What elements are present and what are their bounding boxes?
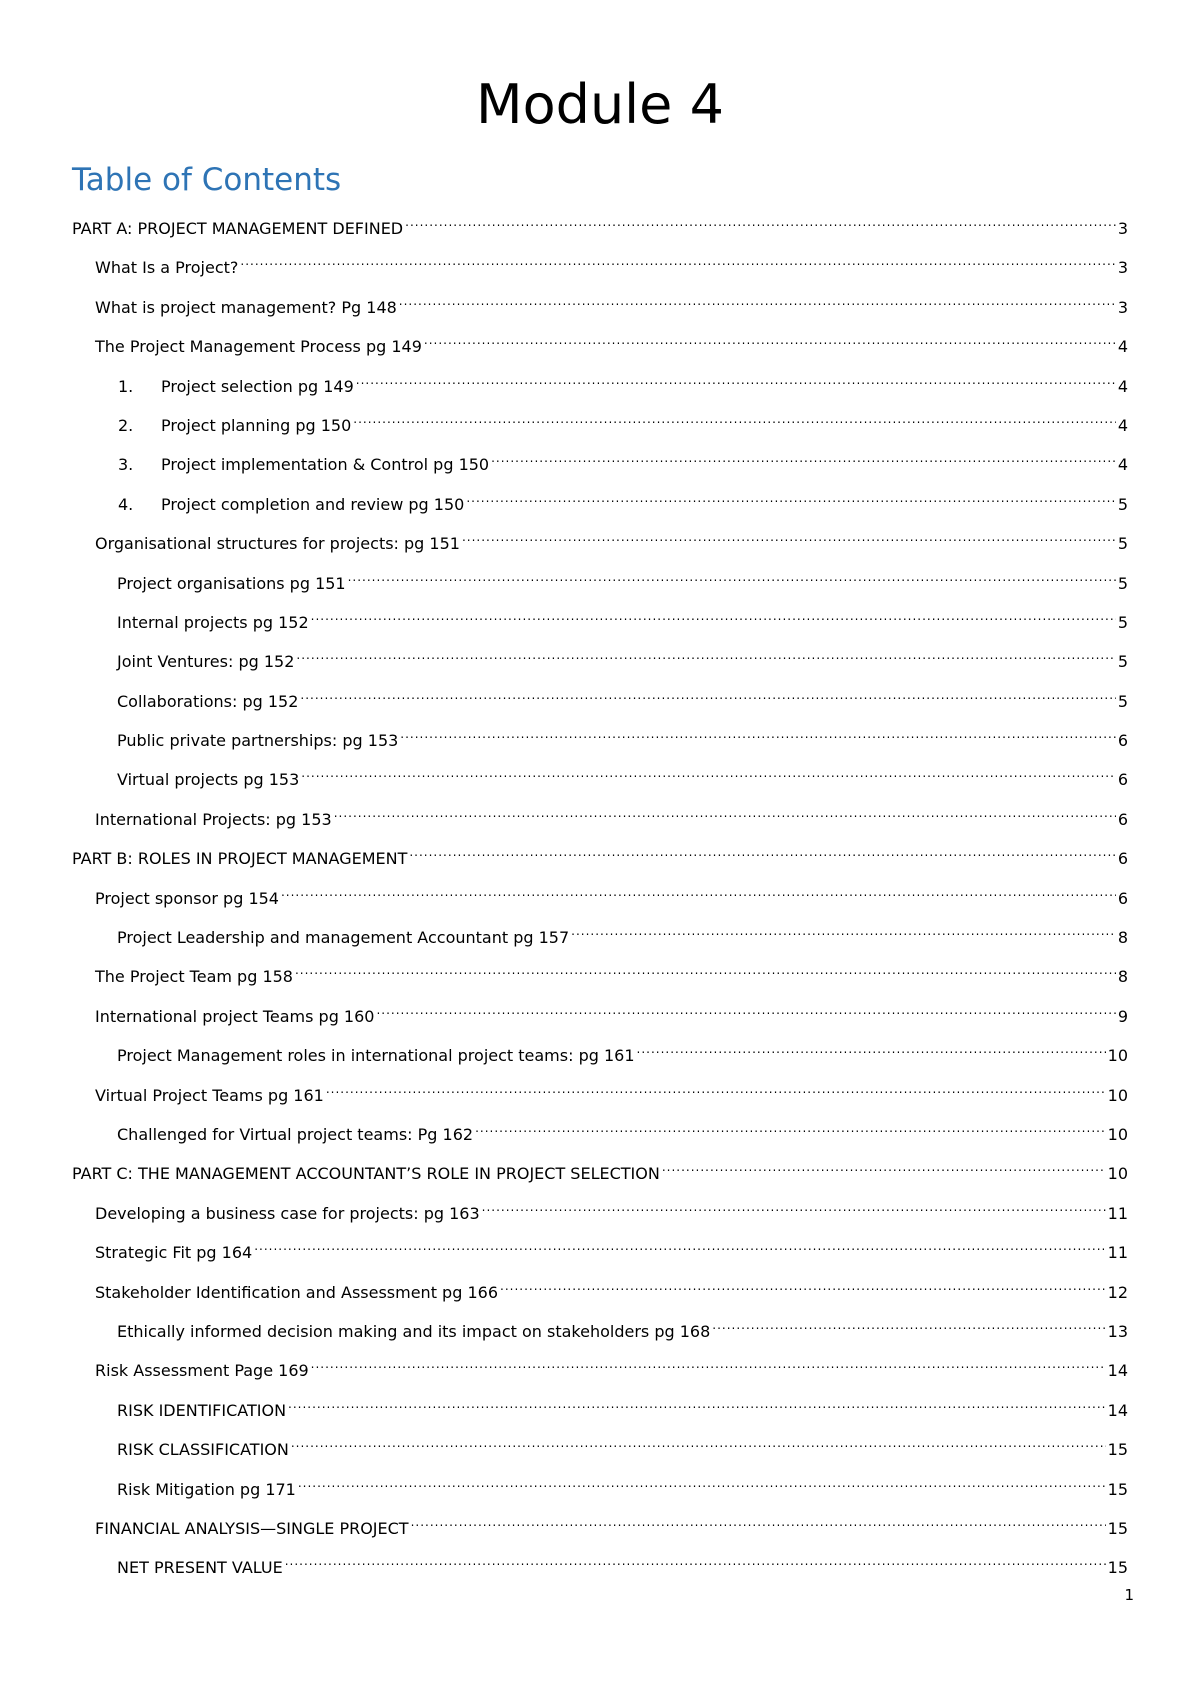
toc-dot-leader: [405, 204, 1116, 234]
toc-entry-page[interactable]: 15: [1107, 1440, 1128, 1460]
toc-entry-page[interactable]: 6: [1117, 888, 1128, 908]
toc-entry-title[interactable]: The Project Management Process pg 149: [95, 337, 422, 357]
toc-entry[interactable]: [72, 401, 1128, 440]
toc-entry[interactable]: [72, 1346, 1128, 1385]
toc-entry-number: 1.: [118, 376, 134, 396]
toc-entry-title[interactable]: What is project management? Pg 148: [95, 297, 397, 317]
toc-entry[interactable]: [72, 283, 1128, 322]
toc-dot-leader: [300, 677, 1115, 707]
toc-entry[interactable]: [72, 1031, 1128, 1070]
toc-dot-leader: [462, 519, 1116, 549]
toc-entry[interactable]: [72, 480, 1128, 519]
toc-entry-page[interactable]: 3: [1117, 219, 1128, 238]
toc-entry[interactable]: [72, 755, 1128, 794]
toc-entry[interactable]: [72, 1110, 1128, 1149]
toc-entry-title[interactable]: Project organisations pg 151: [117, 573, 346, 593]
toc-entry[interactable]: [72, 1386, 1128, 1425]
toc-entry-page[interactable]: 5: [1117, 652, 1128, 672]
toc-entry[interactable]: [72, 834, 1128, 873]
toc-entry-page[interactable]: 8: [1117, 928, 1128, 948]
toc-entry-page[interactable]: 11: [1107, 1243, 1128, 1263]
toc-entry-title[interactable]: Risk Assessment Page 169: [95, 1361, 309, 1381]
toc-dot-leader: [334, 795, 1116, 825]
toc-dot-leader: [326, 1071, 1106, 1101]
toc-entry-page[interactable]: 15: [1107, 1479, 1128, 1499]
toc-dot-leader: [411, 1504, 1106, 1534]
toc-entry-page[interactable]: 4: [1117, 415, 1128, 435]
toc-entry-title[interactable]: RISK IDENTIFICATION: [117, 1400, 287, 1420]
toc-entry-page[interactable]: 14: [1107, 1400, 1128, 1420]
toc-dot-leader: [466, 480, 1116, 510]
toc-entry-page[interactable]: 4: [1117, 376, 1128, 396]
toc-entry-page[interactable]: 10: [1107, 1124, 1128, 1144]
toc-entry-page[interactable]: 5: [1117, 534, 1128, 554]
toc-dot-leader: [662, 1149, 1106, 1179]
toc-entry[interactable]: [72, 362, 1128, 401]
toc-dot-leader: [637, 1031, 1106, 1061]
toc-dot-leader: [712, 1307, 1105, 1337]
toc-entry[interactable]: [72, 913, 1128, 952]
toc-entry[interactable]: [72, 874, 1128, 913]
toc-entry-page[interactable]: 11: [1107, 1203, 1128, 1223]
toc-entry-title[interactable]: Strategic Fit pg 164: [95, 1243, 253, 1263]
toc-entry-title[interactable]: Stakeholder Identification and Assessment pg 166: [95, 1282, 498, 1302]
toc-entry-title[interactable]: International project Teams pg 160: [95, 1006, 375, 1026]
toc-entry[interactable]: [72, 559, 1128, 598]
toc-entry-page[interactable]: 6: [1117, 731, 1128, 751]
toc-entry-page[interactable]: 4: [1117, 337, 1128, 357]
toc-entry[interactable]: [72, 992, 1128, 1031]
toc-entry-title[interactable]: Internal projects pg 152: [117, 612, 309, 632]
toc-entry-title[interactable]: Project Leadership and management Accountant pg 157: [117, 928, 570, 948]
toc-entry-page[interactable]: 14: [1107, 1361, 1128, 1381]
toc-entry-page[interactable]: 6: [1117, 809, 1128, 829]
toc-dot-leader: [399, 283, 1116, 313]
toc-entry-title[interactable]: What Is a Project?: [95, 258, 239, 278]
toc-entry-title[interactable]: Project sponsor pg 154: [95, 888, 279, 908]
toc-entry-title[interactable]: Challenged for Virtual project teams: Pg 162: [117, 1124, 474, 1144]
toc-entry-title[interactable]: The Project Team pg 158: [95, 967, 293, 987]
toc-entry-page[interactable]: 9: [1117, 1006, 1128, 1026]
toc-dot-leader: [409, 834, 1115, 864]
toc-dot-leader: [482, 1189, 1106, 1219]
toc-entry-title[interactable]: Project planning pg 150: [161, 415, 352, 435]
toc-entry-page[interactable]: 5: [1117, 612, 1128, 632]
toc-entry-page[interactable]: 5: [1117, 494, 1128, 514]
toc-entry[interactable]: [72, 716, 1128, 755]
toc-dot-leader: [281, 874, 1116, 904]
toc-entry-page[interactable]: 5: [1117, 691, 1128, 711]
toc-entry-title[interactable]: NET PRESENT VALUE: [117, 1558, 283, 1578]
toc-dot-leader: [353, 401, 1116, 431]
toc-entry[interactable]: [72, 677, 1128, 716]
toc-entry[interactable]: [72, 1504, 1128, 1543]
toc-dot-leader: [424, 322, 1116, 352]
toc-entry-title[interactable]: PART A: PROJECT MANAGEMENT DEFINED: [72, 219, 404, 238]
toc-dot-leader: [400, 716, 1116, 746]
toc-entry[interactable]: [72, 1307, 1128, 1346]
toc-dot-leader: [491, 440, 1116, 470]
toc-entry-title[interactable]: Ethically informed decision making and its impact on stakeholders pg 168: [117, 1321, 711, 1341]
toc-dot-leader: [285, 1543, 1106, 1573]
toc-entry-number: 3.: [118, 455, 134, 475]
toc-entry-title[interactable]: Collaborations: pg 152: [117, 691, 299, 711]
toc-entry-title[interactable]: Project Management roles in international project teams: pg 161: [117, 1046, 635, 1066]
toc-entry-page[interactable]: 15: [1107, 1558, 1128, 1578]
toc-dot-leader: [376, 992, 1115, 1022]
toc-entry-title[interactable]: RISK CLASSIFICATION: [117, 1440, 289, 1460]
toc-entry-page[interactable]: 3: [1117, 258, 1128, 278]
toc-entry-page[interactable]: 15: [1107, 1518, 1128, 1538]
toc-entry-title[interactable]: Organisational structures for projects: pg 151: [95, 534, 460, 554]
toc-entry[interactable]: [72, 598, 1128, 637]
toc-entry[interactable]: [72, 1071, 1128, 1110]
toc-dot-leader: [571, 913, 1116, 943]
table-of-contents: [72, 204, 1128, 1583]
toc-entry[interactable]: [72, 1228, 1128, 1267]
toc-entry[interactable]: [72, 795, 1128, 834]
toc-entry-title[interactable]: Virtual Project Teams pg 161: [95, 1085, 324, 1105]
toc-dot-leader: [298, 1465, 1106, 1495]
page-number: 1: [1124, 1586, 1134, 1604]
toc-entry-page[interactable]: 5: [1117, 573, 1128, 593]
toc-entry-page[interactable]: 12: [1107, 1282, 1128, 1302]
toc-entry[interactable]: [72, 204, 1128, 243]
toc-dot-leader: [348, 559, 1116, 589]
toc-entry[interactable]: [72, 519, 1128, 558]
toc-entry-title[interactable]: Virtual projects pg 153: [117, 770, 300, 790]
toc-entry-title[interactable]: Developing a business case for projects: pg 163: [95, 1203, 480, 1223]
toc-entry-title[interactable]: International Projects: pg 153: [95, 809, 332, 829]
toc-entry-title[interactable]: Public private partnerships: pg 153: [117, 731, 399, 751]
toc-dot-leader: [356, 362, 1116, 392]
toc-entry-number: 4.: [118, 494, 134, 514]
toc-entry-page[interactable]: 10: [1107, 1046, 1128, 1066]
toc-entry-page[interactable]: 10: [1107, 1085, 1128, 1105]
toc-entry-title[interactable]: Risk Mitigation pg 171: [117, 1479, 296, 1499]
toc-entry-title[interactable]: Project selection pg 149: [161, 376, 354, 396]
toc-entry[interactable]: [72, 1268, 1128, 1307]
toc-entry[interactable]: [72, 637, 1128, 676]
toc-entry-title[interactable]: PART C: THE MANAGEMENT ACCOUNTANT’S ROLE IN PROJECT SELECTION: [72, 1164, 660, 1184]
toc-entry-page[interactable]: 6: [1117, 770, 1128, 790]
toc-dot-leader: [475, 1110, 1106, 1140]
toc-dot-leader: [291, 1425, 1106, 1455]
toc-entry-title[interactable]: Project completion and review pg 150: [161, 494, 465, 514]
toc-dot-leader: [500, 1268, 1106, 1298]
toc-entry[interactable]: [72, 1465, 1128, 1504]
toc-entry-title[interactable]: Project implementation & Control pg 150: [161, 455, 490, 475]
toc-entry[interactable]: [72, 1189, 1128, 1228]
toc-entry[interactable]: [72, 1425, 1128, 1464]
toc-entry-title[interactable]: Joint Ventures: pg 152: [117, 652, 295, 672]
toc-dot-leader: [296, 637, 1115, 667]
toc-dot-leader: [288, 1386, 1106, 1416]
toc-entry-page[interactable]: 6: [1117, 849, 1128, 869]
toc-entry-page[interactable]: 13: [1107, 1321, 1128, 1341]
toc-entry-page[interactable]: 10: [1107, 1164, 1128, 1184]
toc-entry[interactable]: [72, 1543, 1128, 1582]
toc-entry[interactable]: [72, 952, 1128, 991]
toc-entry-title[interactable]: FINANCIAL ANALYSIS—SINGLE PROJECT: [95, 1518, 409, 1538]
toc-dot-leader: [301, 755, 1116, 785]
toc-entry[interactable]: [72, 243, 1128, 282]
toc-dot-leader: [295, 952, 1116, 982]
toc-entry[interactable]: [72, 440, 1128, 479]
toc-entry-page[interactable]: 8: [1117, 967, 1128, 987]
toc-entry-number: 2.: [118, 415, 134, 435]
toc-dot-leader: [311, 598, 1116, 628]
toc-heading: Table of Contents: [72, 162, 342, 198]
toc-entry[interactable]: [72, 1149, 1128, 1188]
document-title: Module 4: [476, 73, 724, 136]
toc-entry-page[interactable]: 3: [1117, 297, 1128, 317]
toc-dot-leader: [254, 1228, 1105, 1258]
toc-dot-leader: [311, 1346, 1106, 1376]
toc-entry-title[interactable]: PART B: ROLES IN PROJECT MANAGEMENT: [72, 849, 408, 869]
toc-dot-leader: [240, 243, 1115, 273]
toc-entry-page[interactable]: 4: [1117, 455, 1128, 475]
toc-entry[interactable]: [72, 322, 1128, 361]
